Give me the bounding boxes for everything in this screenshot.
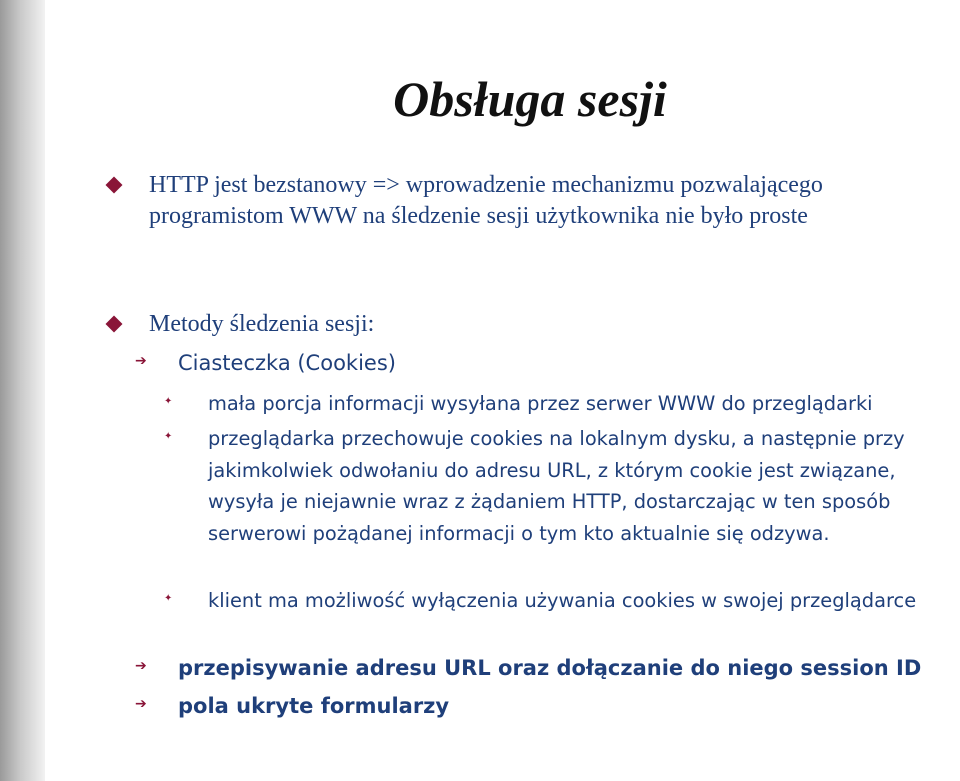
diamond-bullet-icon (106, 177, 123, 194)
bullet-text: HTTP jest bezstanowy => wprowadzenie mechanizmu pozwalającego programistom WWW na śledzenie sesji użytkownika nie było proste (149, 172, 823, 229)
diamond-bullet-icon (106, 316, 123, 333)
bullet-text: Metody śledzenia sesji: (149, 311, 375, 337)
sidebar-gradient (0, 0, 45, 781)
detail-text: klient ma możliwość wyłączenia używania cookies w swojej przeglądarce (208, 589, 917, 612)
subitem-text: przepisywanie adresu URL oraz dołączanie do niego session ID (178, 656, 922, 680)
slide-title: Obsługa sesji (393, 71, 667, 127)
detail-text: mała porcja informacji wysyłana przez serwer WWW do przeglądarki (208, 392, 873, 415)
subitem-text: Ciasteczka (Cookies) (178, 351, 396, 375)
arrow-bullet-icon: ➔ (135, 658, 147, 674)
detail-text: przeglądarka przechowuje cookies na lokalnym dysku, a następnie przy jakimkolwiek odwołaniu do adresu URL, z którym cookie jest związane, wysyła je niejawnie wraz z żądaniem HTTP, dostarczając w ten sposób serwerowi pożądanej informacji o tym kto aktualnie się odzywa. (208, 427, 905, 545)
star-bullet-icon: ✦ (164, 431, 173, 442)
star-bullet-icon: ✦ (164, 396, 173, 407)
arrow-bullet-icon: ➔ (135, 353, 147, 369)
arrow-bullet-icon: ➔ (135, 696, 147, 712)
star-bullet-icon: ✦ (164, 593, 173, 604)
subitem-text: pola ukryte formularzy (178, 694, 450, 718)
